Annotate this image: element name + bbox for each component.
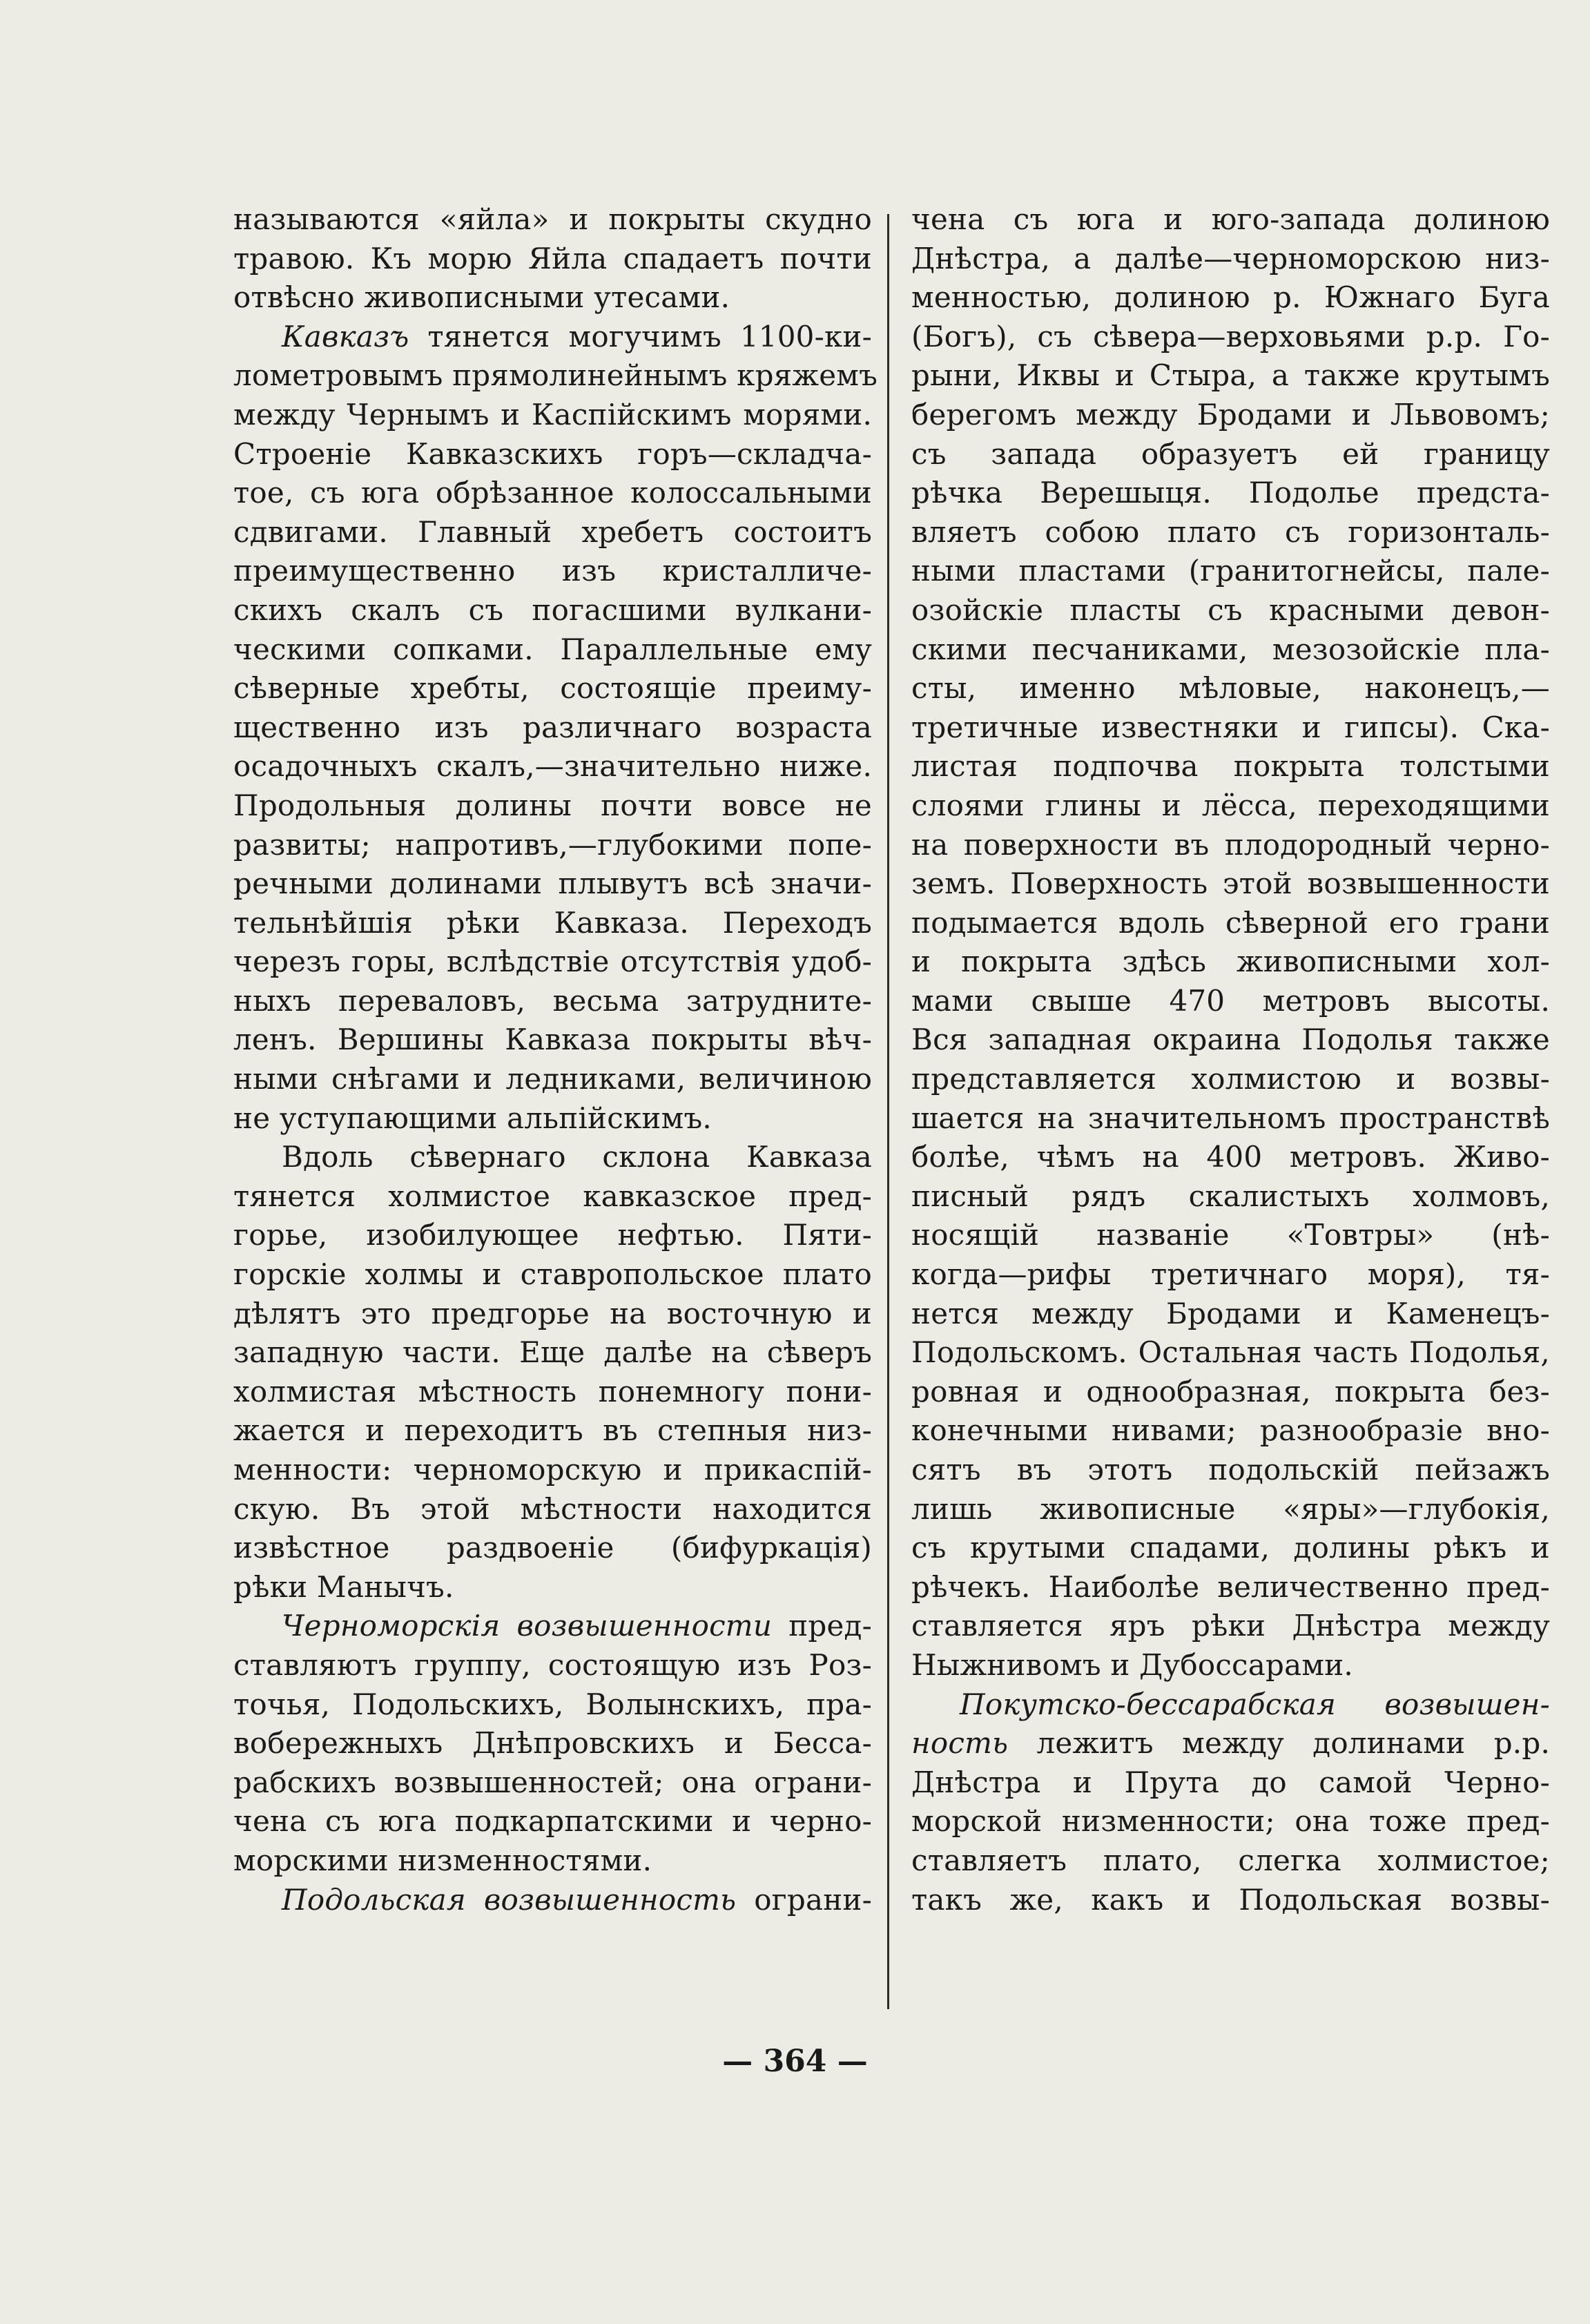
text-line: Днѣстра, а далѣе—черноморскою низ- <box>911 241 1550 275</box>
text-line: ныхъ переваловъ, весьма затрудните- <box>233 983 872 1018</box>
text-line: точья, Подольскихъ, Волынскихъ, пра- <box>233 1687 872 1721</box>
text-line: шается на значительномъ пространствѣ <box>911 1101 1550 1135</box>
text-line: менности: черноморскую и прикаспій- <box>233 1453 872 1487</box>
text-line: листая подпочва покрыта толстыми <box>911 749 1550 784</box>
text-line: сдвигами. Главный хребетъ состоитъ <box>233 514 872 549</box>
text-line: земъ. Поверхность этой возвышенности <box>911 866 1550 901</box>
text-line <box>911 1685 1550 1725</box>
text-line: Подольская возвышенность ограни- <box>282 1882 872 1917</box>
text-line: морскими низменностями. <box>233 1843 652 1877</box>
text-line: на поверхности въ плодородный черно- <box>911 827 1550 862</box>
text-line: морской низменности; она тоже пред- <box>911 1804 1550 1839</box>
text-line: травою. Къ морю Яйла спадаетъ почти <box>233 241 872 275</box>
text-line: горскіе холмы и ставропольское плато <box>233 1257 872 1292</box>
italic-term: Подольская возвышенность <box>282 1882 737 1917</box>
italic-term: Кавказъ <box>282 319 409 354</box>
text-line: (Богъ), съ сѣвера—верховьями р.р. Го- <box>911 319 1550 354</box>
text-line: лишь живописные «яры»—глубокія, <box>911 1491 1550 1526</box>
text-line: третичные известняки и гипсы). Ска- <box>911 710 1550 744</box>
text-line: преимущественно изъ кристалличе- <box>233 554 872 588</box>
text-line: щественно изъ различнаго возраста <box>233 710 872 744</box>
text-line: носящій названіе «Товтры» (нѣ- <box>911 1218 1550 1252</box>
text-line: съ запада образуетъ ей границу <box>911 436 1550 471</box>
text-line: такъ же, какъ и Подольская возвы- <box>911 1882 1550 1917</box>
text-line: сятъ въ этотъ подольскій пейзажъ <box>911 1453 1550 1487</box>
text-line: извѣстное раздвоеніе (бифуркація) <box>233 1531 872 1565</box>
text-line: Строеніе Кавказскихъ горъ—складча- <box>233 436 872 471</box>
text-line: дѣлятъ это предгорье на восточную и <box>233 1296 872 1330</box>
text-line: рѣки Манычъ. <box>233 1569 454 1604</box>
text-line: чена съ юга и юго-запада долиною <box>911 202 1550 236</box>
text-line: Вдоль сѣвернаго склона Кавказа <box>282 1140 872 1174</box>
text-line: лометровымъ прямолинейнымъ кряжемъ <box>233 358 878 393</box>
text-line: и покрыта здѣсь живописными хол- <box>911 945 1550 979</box>
text-line: конечными нивами; разнообразіе вно- <box>911 1413 1550 1448</box>
text-line: холмистая мѣстность понемногу пони- <box>233 1374 872 1408</box>
text-line: черезъ горы, вслѣдствіе отсутствія удоб- <box>233 945 872 979</box>
text-line: Кавказъ тянется могучимъ 1100-ки- <box>282 319 872 354</box>
text-line: жается и переходитъ въ степныя низ- <box>233 1413 872 1448</box>
text-line: озойскіе пласты съ красными девон- <box>911 592 1550 627</box>
text-line: развиты; напротивъ,—глубокими попе- <box>233 827 872 862</box>
text-line: ставляется яръ рѣки Днѣстра между <box>911 1609 1550 1643</box>
text-line: представляется холмистою и возвы- <box>911 1062 1550 1096</box>
text-line: болѣе, чѣмъ на 400 метровъ. Живо- <box>911 1140 1550 1174</box>
text-line: ленъ. Вершины Кавказа покрыты вѣч- <box>233 1023 872 1057</box>
text-line: менностью, долиною р. Южнаго Буга <box>911 280 1550 315</box>
text-line: не уступающими альпійскимъ. <box>233 1101 712 1135</box>
text-line: ными пластами (гранитогнейсы, пале- <box>911 554 1550 588</box>
text-line: ность лежитъ между долинами р.р. <box>911 1726 1550 1761</box>
italic-term: Покутско-бессарабская возвышен- <box>960 1687 1550 1721</box>
text-line: скихъ скалъ съ погасшими вулкани- <box>233 592 872 627</box>
text-line: называются «яйла» и покрыты скудно <box>233 202 872 236</box>
text-line: нется между Бродами и Каменецъ- <box>911 1296 1550 1330</box>
text-line: ровная и однообразная, покрыта без- <box>911 1374 1550 1408</box>
text-line: осадочныхъ скалъ,—значительно ниже. <box>233 749 872 784</box>
text-line: речными долинами плывутъ всѣ значи- <box>233 866 872 901</box>
text-line: рѣчка Верешыця. Подолье предста- <box>911 476 1550 510</box>
text-line: чена съ юга подкарпатскими и черно- <box>233 1804 872 1839</box>
text-line: писный рядъ скалистыхъ холмовъ, <box>911 1179 1550 1213</box>
text-line: съ крутыми спадами, долины рѣкъ и <box>911 1531 1550 1565</box>
text-line: рѣчекъ. Наиболѣе величественно пред- <box>911 1569 1550 1604</box>
text-line: тельнѣйшія рѣки Кавказа. Переходъ <box>233 905 872 940</box>
text-line: отвѣсно живописными утесами. <box>233 280 730 315</box>
text-line: ными снѣгами и ледниками, величиною <box>233 1062 872 1096</box>
italic-term: Черноморскія возвышенности <box>282 1609 773 1643</box>
text-line: Подольскомъ. Остальная часть Подолья, <box>911 1335 1550 1370</box>
text-line: рыни, Иквы и Стыра, а также крутымъ <box>911 358 1550 393</box>
text-line: слоями глины и лёсса, переходящими <box>911 788 1550 822</box>
italic-term: ность <box>911 1726 1009 1761</box>
right-column <box>911 200 1550 1919</box>
text-line: сѣверные хребты, состоящіе преиму- <box>233 671 872 706</box>
text-line: ставляетъ плато, слегка холмистое; <box>911 1843 1550 1877</box>
text-line: когда—рифы третичнаго моря), тя- <box>911 1257 1550 1292</box>
text-line: Днѣстра и Прута до самой Черно- <box>911 1765 1550 1799</box>
text-line: между Чернымъ и Каспійскимъ морями. <box>233 397 872 432</box>
text-line: скими песчаниками, мезозойскіе пла- <box>911 632 1550 666</box>
text-line: тое, съ юга обрѣзанное колоссальными <box>233 476 872 510</box>
text-line: западную части. Еще далѣе на сѣверъ <box>233 1335 872 1370</box>
text-line: мами свыше 470 метровъ высоты. <box>911 983 1550 1018</box>
text-line: сты, именно мѣловые, наконецъ,— <box>911 671 1550 706</box>
text-line: Продольныя долины почти вовсе не <box>233 788 872 822</box>
text-line: вобережныхъ Днѣпровскихъ и Бесса- <box>233 1726 872 1761</box>
text-line: берегомъ между Бродами и Львовомъ; <box>911 397 1550 432</box>
text-line: тянется холмистое кавказское пред- <box>233 1179 872 1213</box>
text-line: скую. Въ этой мѣстности находится <box>233 1491 872 1526</box>
text-line: рабскихъ возвышенностей; она ограни- <box>233 1765 872 1799</box>
text-line: подымается вдоль сѣверной его грани <box>911 905 1550 940</box>
text-line: Вся западная окраина Подолья также <box>911 1023 1550 1057</box>
text-line: горье, изобилующее нефтью. Пяти- <box>233 1218 872 1252</box>
column-divider <box>887 214 889 2009</box>
page-number: — 364 — <box>722 2044 868 2079</box>
text-line: Черноморскія возвышенности пред- <box>282 1609 872 1643</box>
left-column <box>233 200 878 1919</box>
text-line: вляетъ собою плато съ горизонталь- <box>911 514 1550 549</box>
text-line: Ныжнивомъ и Дубоссарами. <box>911 1647 1353 1682</box>
text-line: ставляютъ группу, состоящую изъ Роз- <box>233 1647 872 1682</box>
text-line: ческими сопками. Параллельные ему <box>233 632 872 666</box>
